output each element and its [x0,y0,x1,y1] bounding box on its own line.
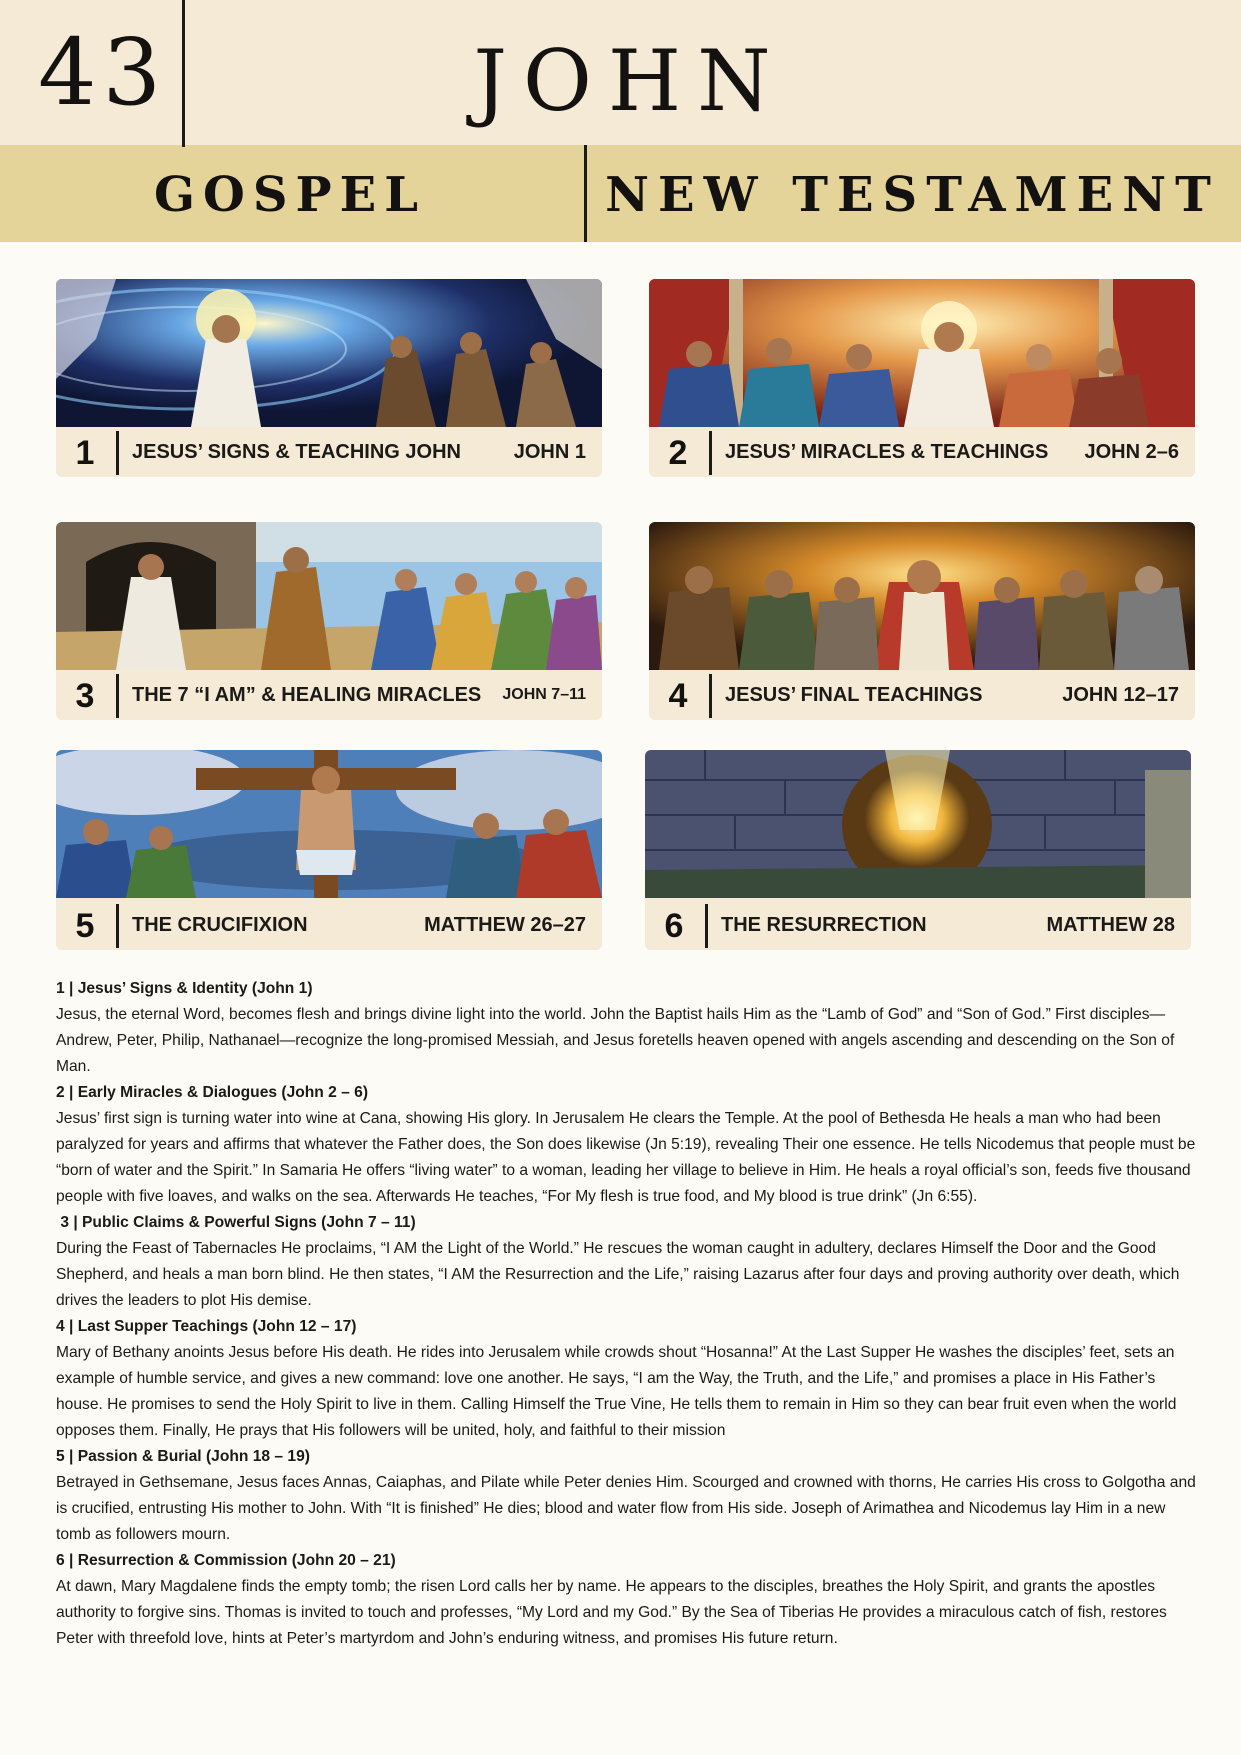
card-reference: JOHN 12–17 [1062,684,1179,706]
card-number: 3 [75,677,95,715]
card-caption-bar [56,427,602,477]
subheader-divider [584,145,587,242]
empty-tomb-scene-image [645,750,1191,898]
card-divider [705,904,708,948]
section-card-1 [56,279,602,477]
section-card-3 [56,522,602,720]
card-reference: JOHN 7–11 [502,686,586,703]
card-reference: MATTHEW 28 [1046,914,1175,936]
card-title: JESUS’ FINAL TEACHINGS [725,684,983,706]
card-number: 2 [668,434,688,472]
summary-body-4: Mary of Bethany anoints Jesus before His death. He rides into Jerusalem while crowds shout “Hosanna!” At the Last Supper He washes the disciples’ feet, sets an example of humble service, and gives a new command: love one another. He says, “I am the Way, the Truth, and the Life,” and promises a place in His Father’s house. He promises to send the Holy Spirit to live in them. Calling Himself the True Vine, He tells them to remain in Him so they can bear fruit even when the world opposes them. Finally, He prays that His followers will be united, holy, and faithful to their mission [56,1344,1177,1439]
wedding-feast-scene-image [649,279,1195,427]
section-card-5 [56,750,602,950]
card-title: JESUS’ MIRACLES & TEACHINGS [725,441,1049,463]
summary-body-6: At dawn, Mary Magdalene finds the empty tomb; the risen Lord calls her by name. He appears to the disciples, breathes the Holy Spirit, and grants the apostles authority to forgive sins. Thomas is invited to touch and professes, “My Lord and my God.” By the Sea of Tiberias He provides a miraculous catch of fish, restores Peter with threefold love, hints at Peter’s martyrdom and John’s enduring witness, and promises His future return. [56,1578,1167,1647]
section-card-2 [649,279,1195,477]
card-divider [116,904,119,948]
card-title: THE CRUCIFIXION [132,914,308,936]
card-number: 6 [664,907,684,945]
testament-label: NEW TESTAMENT [605,167,1220,223]
card-reference: JOHN 1 [513,441,586,463]
cosmic-light-scene-image [56,279,602,427]
book-title: JOHN [473,32,787,130]
card-reference: JOHN 2–6 [1084,441,1179,463]
summary-heading-3: 3 | Public Claims & Powerful Signs (John 7 – 11) [56,1214,416,1231]
header-divider [182,0,185,147]
summary-heading-5: 5 | Passion & Burial (John 18 – 19) [56,1448,310,1465]
card-number: 1 [75,434,95,472]
summary-body-1: Jesus, the eternal Word, becomes flesh and brings divine light into the world. John the Baptist hails Him as the “Lamb of God” and “Son of God.” First disciples—Andrew, Peter, Philip, Nathanael—recognize the long-promised Messiah, and Jesus foretells heaven opened with angels ascending and descending on the Son of Man. [56,1006,1175,1075]
book-number: 43 [38,19,168,126]
card-divider [709,674,712,718]
card-title: THE RESURRECTION [721,914,927,936]
summary-body-3: During the Feast of Tabernacles He proclaims, “I AM the Light of the World.” He rescues the woman caught in adultery, declares Himself the Door and the Good Shepherd, and heals a man born blind. He then states, “I AM the Resurrection and the Life,” raising Lazarus after four days and proving authority over death, which drives the leaders to plot His demise. [56,1240,1180,1309]
summary-body-2: Jesus’ first sign is turning water into wine at Cana, showing His glory. In Jerusalem He clears the Temple. At the pool of Bethesda He heals a man who had been paralyzed for years and affirms that whatever the Father does, the Son does likewise (Jn 5:19), revealing Their one essence. He tells Nicodemus that people must be “born of water and the Spirit.” In Samaria He offers “living water” to a woman, leading her village to believe in Him. He heals a royal official’s son, feeds five thousand people with five loaves, and walks on the sea. Afterwards He teaches, “For My flesh is true food, and My blood is true drink” (Jn 6:55). [56,1110,1196,1205]
summary-heading-1: 1 | Jesus’ Signs & Identity (John 1) [56,980,313,997]
card-caption-bar [649,427,1195,477]
card-divider [709,431,712,475]
card-caption-bar [56,670,602,720]
summary-heading-2: 2 | Early Miracles & Dialogues (John 2 – 6) [56,1084,369,1101]
genre-label: GOSPEL [154,167,426,223]
card-number: 5 [75,907,95,945]
summary-heading-4: 4 | Last Supper Teachings (John 12 – 17) [56,1318,357,1335]
crucifixion-scene-image [56,750,602,898]
section-summaries [56,976,1196,1652]
card-caption-bar [645,900,1191,950]
card-reference: MATTHEW 26–27 [424,914,586,936]
summary-body-5: Betrayed in Gethsemane, Jesus faces Annas, Caiaphas, and Pilate while Peter denies Him. Scourged and crowned with thorns, He carries His cross to Golgotha and is crucified, entrusting His mother to John. With “It is finished” He dies; blood and water flow from His side. Joseph of Arimathea and Nicodemus lay Him in a new tomb as followers mourn. [56,1474,1196,1543]
card-caption-bar [649,670,1195,720]
card-caption-bar [56,900,602,950]
last-supper-scene-image [649,522,1195,670]
card-title: JESUS’ SIGNS & TEACHING JOHN [132,441,461,463]
section-card-4 [649,522,1195,720]
card-divider [116,431,119,475]
card-divider [116,674,119,718]
section-card-6 [645,750,1191,950]
card-title: THE 7 “I AM” & HEALING MIRACLES [132,684,482,706]
lazarus-tomb-scene-image [56,522,602,670]
card-number: 4 [668,677,688,715]
summary-heading-6: 6 | Resurrection & Commission (John 20 – 21) [56,1552,396,1569]
